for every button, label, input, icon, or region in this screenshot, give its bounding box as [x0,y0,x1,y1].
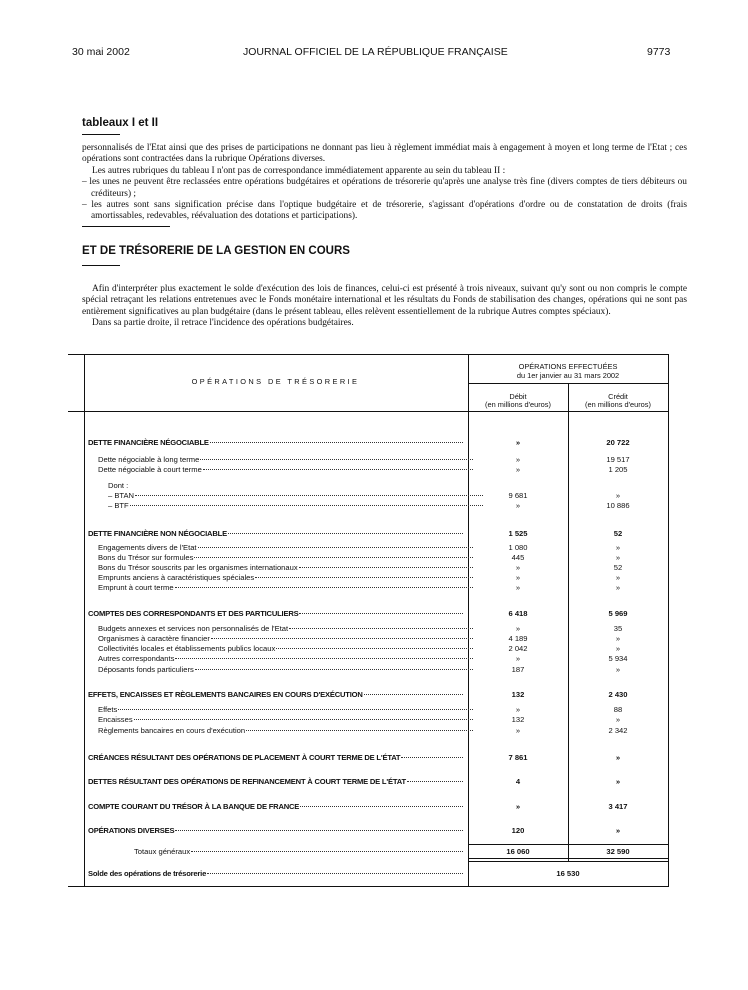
row-credit: » [615,665,621,674]
section1-p4: – les autres sont sans signification précise dans l'optique budgétaire et de trésorerie, s'agissant d'opérations d'ordre ou de constatation de droits (frais amortissables, redevables, réévaluation des dotations et participations). [82,200,687,222]
row-credit: » [615,715,621,724]
row-label: DETTE FINANCIÈRE NON NÉGOCIABLE [88,529,227,538]
col-header-credit-unit: (en millions d'euros) [585,400,651,409]
table-row-solde [68,869,669,881]
table-row [68,802,669,814]
row-label: Emprunt à court terme [98,583,174,592]
table-row [68,609,669,621]
row-debit: 4 [515,777,521,786]
row-debit: 1 525 [508,529,528,538]
col-header-credit: Crédit [608,392,628,401]
section2-title: ET DE TRÉSORERIE DE LA GESTION EN COURS [82,245,350,257]
row-label: Collectivités locales et établissements publics locaux [98,644,276,653]
row-debit: » [515,705,521,714]
table-row [68,529,669,541]
row-label: Bons du Trésor sur formules [98,553,194,562]
row-label: Engagements divers de l'Etat [98,543,197,552]
row-credit: 19 517 [606,455,630,464]
row-debit: » [515,726,521,735]
row-label: Budgets annexes et services non personnalisés de l'Etat [98,624,289,633]
row-debit: 187 [511,665,525,674]
table-row-totals [68,847,669,859]
table-row [68,753,669,765]
table-bottom-border [68,886,669,887]
row-credit: » [615,553,621,562]
table-row [68,583,669,595]
row-credit: 2 430 [608,690,628,699]
row-debit: 6 418 [508,609,528,618]
header-page: 9773 [647,46,671,58]
row-label: EFFETS, ENCAISSES ET RÈGLEMENTS BANCAIRES EN COURS D'EXÉCUTION [88,690,363,699]
row-credit: 5 969 [608,609,628,618]
treasury-table [68,354,669,886]
row-label: Organismes à caractère financier [98,634,210,643]
row-label: CRÉANCES RÉSULTANT DES OPÉRATIONS DE PLACEMENT À COURT TERME DE L'ÉTAT [88,753,401,762]
row-debit: » [515,802,521,811]
row-debit: 120 [511,826,525,835]
table-row [68,665,669,677]
row-credit: 52 [613,529,623,538]
row-debit: » [515,465,521,474]
totals-double-line-2 [468,861,669,862]
row-debit: 4 189 [508,634,528,643]
row-label: Dont : [108,481,129,490]
col-header-debit: Débit [509,392,527,401]
row-debit: 132 [511,715,525,724]
row-label: Autres correspondants [98,654,175,663]
table-row [68,438,669,450]
row-label: Dette négociable à court terme [98,465,202,474]
row-debit: » [515,624,521,633]
row-label: – BTF [108,501,129,510]
row-debit: 16 060 [506,847,530,856]
row-label: Totaux généraux [134,847,191,856]
row-label: – BTAN [108,491,135,500]
row-credit: 5 934 [608,654,628,663]
row-credit: » [615,644,621,653]
totals-line [468,844,669,845]
row-debit: » [515,501,521,510]
row-debit: 1 080 [508,543,528,552]
row-credit: 1 205 [608,465,628,474]
table-row [68,465,669,477]
row-debit: » [515,573,521,582]
col-header-period: du 1er janvier au 31 mars 2002 [516,371,620,380]
section1-p2: Les autres rubriques du tableau I n'ont pas de correspondance immédiatement apparente au sein du tableau II : [92,165,506,176]
section2-p2: Dans sa partie droite, il retrace l'incidence des opérations budgétaires. [92,318,354,329]
row-label: Bons du Trésor souscrits par les organismes internationaux [98,563,298,572]
row-label: Solde des opérations de trésorerie [88,869,207,878]
row-label: Emprunts anciens à caractéristiques spéciales [98,573,255,582]
col-header-effectuees: OPÉRATIONS EFFECTUÉES [518,362,618,371]
row-debit: » [515,563,521,572]
row-label: OPÉRATIONS DIVERSES [88,826,175,835]
table-row [68,501,669,513]
row-credit: 32 590 [606,847,630,856]
row-credit: » [615,777,621,786]
row-label: Effets [98,705,118,714]
row-label: Déposants fonds particuliers [98,665,194,674]
row-credit: 52 [613,563,623,572]
row-debit: 2 042 [508,644,528,653]
row-debit: 445 [511,553,525,562]
section2-text [82,284,687,330]
section1-p1: personnalisés de l'Etat ainsi que des prises de participations ne donnant pas lieu à règlement immédiat mais à engagement à moyen et long terme de l'Etat ; ces opérations sont contractées dans la rubrique Opérations diverses. [82,143,687,165]
row-debit: » [515,654,521,663]
row-debit: » [515,438,521,447]
row-credit: 3 417 [608,802,628,811]
row-credit: » [615,543,621,552]
row-credit: 35 [613,624,623,633]
header-journal: JOURNAL OFFICIEL DE LA RÉPUBLIQUE FRANÇAISE [243,46,508,58]
row-debit: 132 [511,690,525,699]
row-label: COMPTES DES CORRESPONDANTS ET DES PARTICULIERS [88,609,299,618]
table-row [68,690,669,702]
row-credit: » [615,753,621,762]
row-credit: » [615,634,621,643]
table-header-bottom [68,411,669,412]
row-credit: » [615,573,621,582]
row-label: Règlements bancaires en cours d'exécution [98,726,246,735]
row-credit: 2 342 [608,726,628,735]
table-row [68,826,669,838]
col-header-operations: OPÉRATIONS DE TRÉSORERIE [191,377,360,386]
row-debit: 7 861 [508,753,528,762]
row-credit: » [615,583,621,592]
row-debit: 9 681 [508,491,528,500]
section-rule [82,226,170,227]
row-credit: » [615,826,621,835]
header-date: 30 mai 2002 [72,46,130,58]
title-rule [82,134,120,135]
row-credit: 88 [613,705,623,714]
section1-p3: – les unes ne peuvent être reclassées entre opérations budgétaires et opérations de trésorerie qu'après une analyse très fine (divers comptes de tiers débiteurs ou créditeurs) ; [82,177,687,199]
row-label: Dette négociable à long terme [98,455,200,464]
row-debit: » [515,455,521,464]
row-label: DETTES RÉSULTANT DES OPÉRATIONS DE REFINANCEMENT À COURT TERME DE L'ÉTAT [88,777,406,786]
col-header-debit-unit: (en millions d'euros) [485,400,551,409]
table-row [68,726,669,738]
title-rule-2 [82,265,120,266]
row-credit: » [615,491,621,500]
row-label: DETTE FINANCIÈRE NÉGOCIABLE [88,438,209,447]
solde-value: 16 530 [556,869,580,878]
row-credit: 20 722 [606,438,630,447]
row-credit: 10 886 [606,501,630,510]
section1-text [82,143,687,223]
section2-p1: Afin d'interpréter plus exactement le solde d'exécution des lois de finances, celui-ci est présenté à trois niveaux, suivant qu'y sont ou non compris le compte spécial retraçant les relations entretenues avec le Fonds monétaire international et les résultats du Fonds de stabilisation des changes, opérations qui ne sont pas entièrement significatives au plan budgétaire (dans le présent tableau, elles relèvent essentiellement de la rubrique Autres comptes spéciaux). [82,284,687,317]
row-label: Encaisses [98,715,133,724]
table-row [68,777,669,789]
table-top-border [68,354,669,355]
row-debit: » [515,583,521,592]
row-label: COMPTE COURANT DU TRÉSOR À LA BANQUE DE FRANCE [88,802,300,811]
section1-title: tableaux I et II [82,117,159,129]
